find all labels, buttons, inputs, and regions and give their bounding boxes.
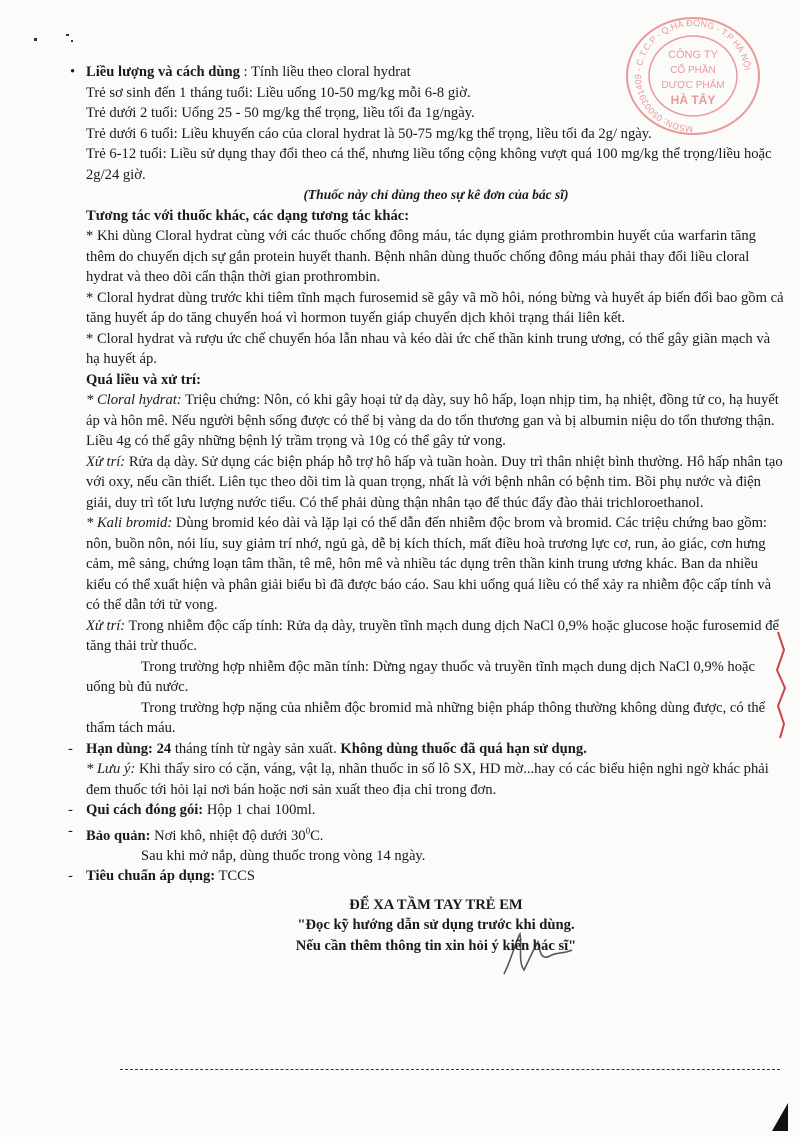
dosage-basis: : Tính liều theo cloral hydrat — [239, 64, 411, 80]
footer-read-instructions: "Đọc kỹ hướng dẫn sử dụng trước khi dùng. — [297, 917, 575, 934]
overdose-treatment — [86, 452, 786, 514]
treatment-text: Rửa dạ dày. Sử dụng các biện pháp hỗ trợ hô hấp và tuần hoàn. Duy trì thân nhiệt bình thường. Hô hấp nhân tạo với oxy, nếu cần thiết. Liên tục theo dõi tim là quan trọng, nhất là với bệnh nhân có bệnh tim. Bồi phụ nước và điện giải, duy trì tốt lưu lượng nước tiểu. Có thể phải dùng thận nhân tạo để thúc đẩy đào thải trichloroethanol. — [86, 453, 783, 511]
overdose-kali-text: Dùng bromid kéo dài và lặp lại có thể dẫn đến nhiễm độc brom và bromid. Các triệu chứng bao gồm: nôn, buồn nôn, nói líu, suy giảm trí nhớ, ngủ gà, dễ bị kích thích, mất điều hoà trương lực cơ, run, ảo giác, cơn hưng cảm, mê sảng, chứng loạn tâm thần, tê mê, hôn mê và nhiều tác dụng trên thần kinh trung ương khác. Ban da nhiều kiểu có thể xuất hiện và phân giải biểu bì đã được báo cáo. Sau khi uống quá liều có thể xảy ra nhiễm độc cấp tính và có thể dẫn tới tử vong. — [86, 515, 772, 613]
treatment-label: Xử trí: — [86, 617, 126, 634]
packaging-label: Qui cách đóng gói: — [86, 802, 204, 818]
caution-label: * Lưu ý: — [86, 761, 136, 777]
scan-speck — [71, 40, 73, 42]
interaction-item: * Cloral hydrat dùng trước khi tiêm tĩnh mạch furosemid sẽ gây vã mồ hôi, nóng bừng và huyết áp biến đổi bao gồm cả tăng huyết áp do tăng chuyển hoá vì hormon tuyến giáp chuyển dịch khỏi trạng thái liên kết. — [86, 289, 784, 326]
prescription-note: (Thuốc này chỉ dùng theo sự kê đơn của bác sĩ) — [303, 187, 569, 202]
overdose-heading: Quá liều và xử trí: — [86, 371, 201, 388]
expiry-line — [68, 739, 786, 760]
storage-sup: 0 — [305, 825, 311, 836]
storage-line — [68, 821, 786, 846]
overdose-cloral-text: Triệu chứng: Nôn, có khi gây hoại tử dạ dày, suy hô hấp, loạn nhịp tim, hạ nhiệt, đồng tử co, hạ huyết áp và hôn mê. Nếu người bệnh sống được có thể bị vàng da do tổn thương gan và bị albumin niệu do tổn thương thận. Liều 4g có thể gây những bệnh lý trầm trọng và 10g có thể gây tử vong. — [86, 392, 779, 449]
overdose-treatment — [86, 616, 786, 657]
chronic-poisoning: Trong trường hợp nhiễm độc mãn tính: Dừng ngay thuốc và truyền tĩnh mạch dung dịch NaCl 0,9% hoặc uống bù đủ nước. — [86, 658, 755, 695]
bullet-icon: • — [70, 64, 76, 80]
footer-warning: ĐỂ XA TẦM TAY TRẺ EM — [349, 896, 523, 913]
standard-line — [68, 866, 786, 887]
storage-text: Nơi khô, nhiệt độ dưới 30 — [150, 827, 306, 844]
interaction-item: * Khi dùng Cloral hydrat cùng với các thuốc chống đông máu, tác dụng giảm prothrombin huyết của warfarin tăng thêm do chuyển dịch sự gắn protein huyết thanh. Bệnh nhân dùng thuốc chống đông máu phải thay đổi liều cloral hydrat và theo dõi cẩn thận thời gian prothrombin. — [86, 228, 756, 285]
scan-speck — [66, 34, 69, 36]
treatment-text: Trong nhiễm độc cấp tính: Rửa dạ dày, truyền tĩnh mạch dung dịch NaCl 0,9% hoặc glucose hoặc furosemid để tăng thải trừ thuốc. — [86, 617, 779, 654]
dash: - — [68, 740, 73, 757]
standard-label: Tiêu chuẩn áp dụng: — [86, 868, 216, 885]
dash: - — [68, 802, 73, 818]
stamp-line: CỔ PHẦN — [670, 65, 716, 76]
treatment-label: Xử trí: — [86, 453, 126, 470]
overdose-cloral-label: * Cloral hydrat: — [86, 392, 182, 408]
dosage-line: Trẻ 6-12 tuổi: Liều sử dụng thay đổi theo cá thể, nhưng liều tổng cộng không vượt quá 100 mg/kg thể trọng/liều hoặc 2g/24 giờ. — [86, 146, 772, 183]
packaging-line — [68, 800, 786, 821]
footer-ask-doctor: Nếu cần thêm thông tin xin hỏi ý kiến bác sĩ" — [295, 937, 577, 954]
dosage-heading-line — [70, 62, 786, 83]
expiry-label: Hạn dùng: — [86, 740, 153, 757]
stamp-ring-text: MSDN: 0500391409 - C.T.C.P - Q.HÀ ĐÔNG - T.P HÀ NỘI — [633, 17, 753, 135]
document-body — [68, 62, 786, 956]
overdose-cloral — [86, 390, 786, 452]
stamp-line: DƯỢC PHẨM — [661, 80, 725, 91]
overdose-kali-label: * Kali bromid: — [86, 515, 173, 531]
interaction-item: * Cloral hydrat và rượu ức chế chuyển hóa lẫn nhau và kéo dài ức chế thần kinh trung ương, có thể gây giãn mạch và hạ huyết áp. — [86, 330, 771, 367]
stamp-line: CÔNG TY — [668, 49, 718, 61]
signature-icon — [498, 928, 578, 980]
stamp-line: HÀ TÂY — [670, 93, 716, 107]
dosage-line: Trẻ dưới 6 tuổi: Liều khuyến cáo của cloral hydrat là 50-75 mg/kg thể trọng, liều tối đa 2g/ ngày. — [86, 125, 652, 142]
packaging-text: Hộp 1 chai 100ml. — [203, 802, 316, 818]
storage-unit: C. — [310, 827, 324, 844]
bottom-divider — [120, 1069, 780, 1070]
scan-speck — [34, 38, 37, 41]
dash: - — [68, 868, 73, 885]
standard-text: TCCS — [215, 868, 255, 885]
interactions-heading: Tương tác với thuốc khác, các dạng tương tác khác: — [86, 207, 410, 224]
overdose-kali — [86, 513, 786, 616]
storage-label: Bảo quản: — [86, 827, 151, 844]
caution-text: Khi thấy siro có cặn, váng, vật lạ, nhãn thuốc in số lô SX, HD mờ...hay có các biểu hiện nghi ngờ khác phải đem thuốc tới hỏi lại nơi bán hoặc nơi sản xuất theo địa chỉ trong đơn. — [86, 761, 769, 798]
expiry-warning: Không dùng thuốc đã quá hạn sử dụng. — [340, 740, 587, 757]
dosage-line: Trẻ dưới 2 tuổi: Uống 25 - 50 mg/kg thể trọng, liều tối đa 1g/ngày. — [86, 105, 475, 121]
after-open-line: Sau khi mở nắp, dùng thuốc trong vòng 14 ngày. — [141, 847, 426, 864]
severe-poisoning: Trong trường hợp nặng của nhiễm độc bromid mà những biện pháp thông thường không dùng được, có thể thẩm tách máu. — [86, 699, 766, 736]
expiry-value: 24 — [152, 740, 172, 757]
dosage-heading: Liều lượng và cách dùng — [86, 64, 240, 80]
expiry-text: tháng tính từ ngày sản xuất. — [171, 740, 341, 757]
caution-line — [86, 759, 786, 800]
dash: - — [68, 822, 73, 839]
dosage-line: Trẻ sơ sinh đến 1 tháng tuổi: Liều uống 10-50 mg/kg mỗi 6-8 giờ. — [86, 84, 471, 101]
corner-triangle-icon — [772, 1103, 788, 1131]
